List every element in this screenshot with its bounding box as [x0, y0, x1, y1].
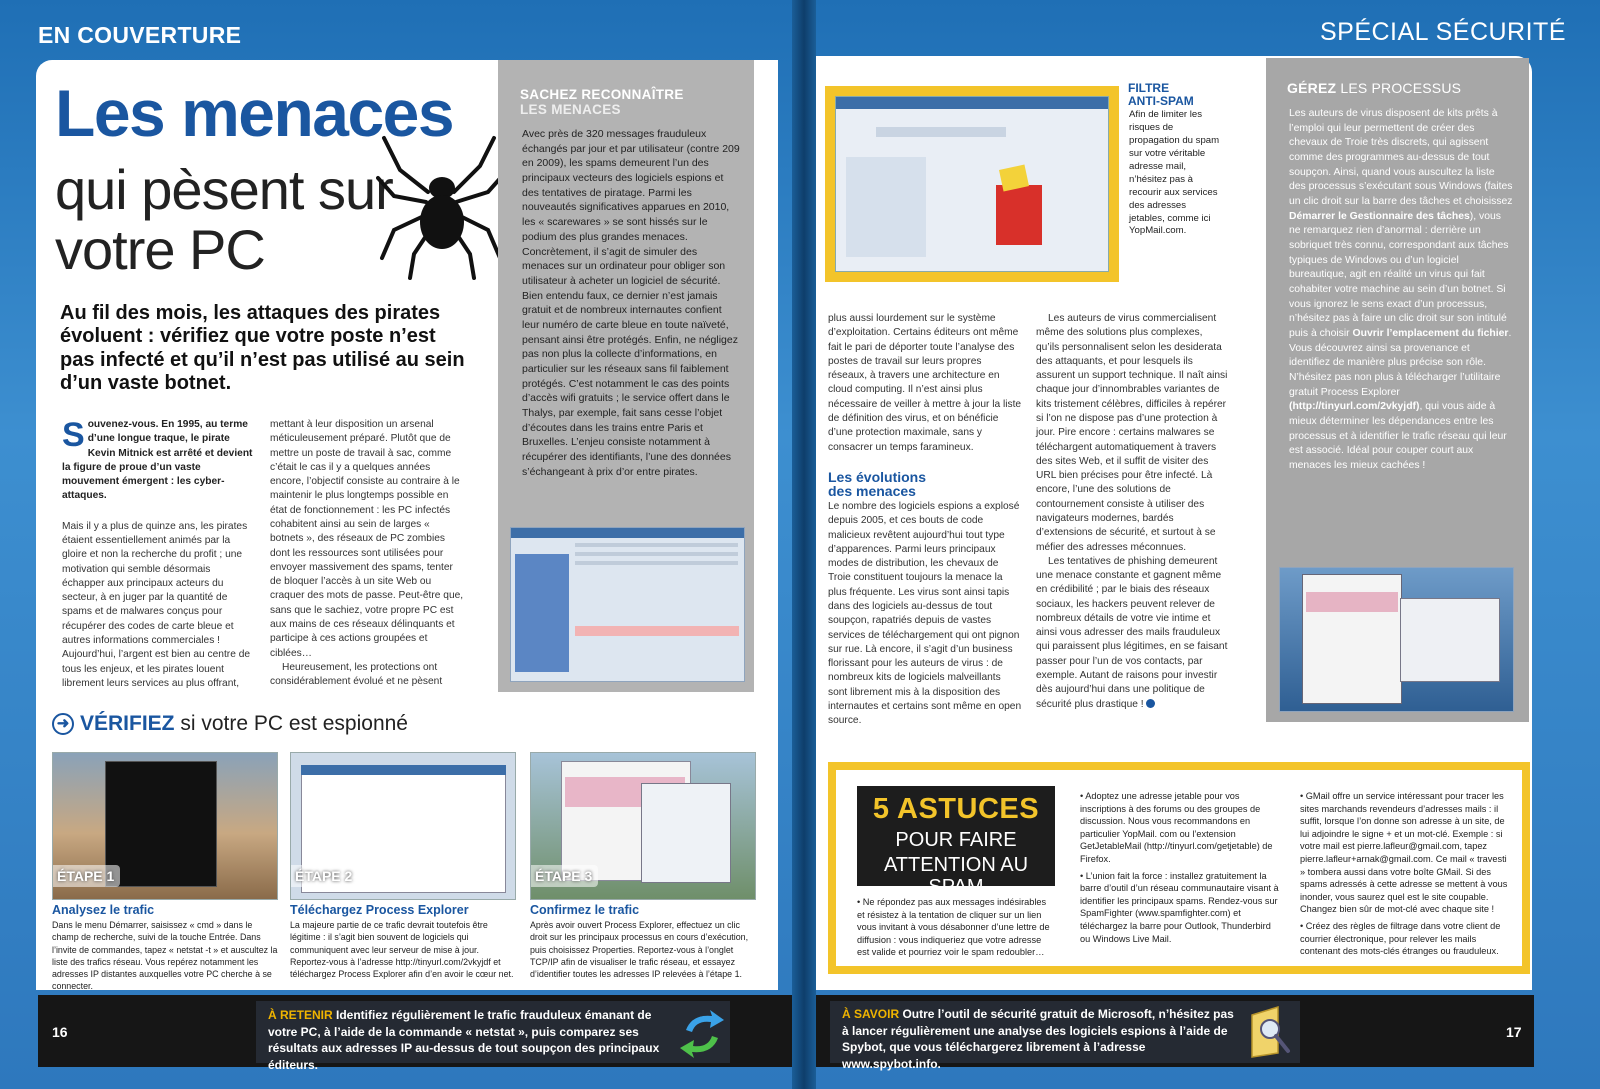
- savoir-text: Outre l’outil de sécurité gratuit de Microsoft, n’hésitez pas à lancer régulièrement une analyse des logiciels espions à l’aide de Spybot, que vous téléchargerez librement à l’adresse www.spybot.info.: [842, 1007, 1234, 1071]
- task-manager-screenshot: [1279, 567, 1514, 712]
- section-header: EN COUVERTURE: [38, 22, 242, 48]
- step-2-screenshot: [290, 752, 516, 900]
- sidebar-text: , qui vous aide à mieux déterminer les dépendances entre les processus et à identifier le trafic réseau qui leur est associé. Idéal pour couper court aux menaces les mieux cachées !: [1289, 401, 1507, 472]
- retenir-key: À RETENIR: [268, 1008, 333, 1022]
- astuce-tip: • Ne répondez pas aux messages indésirables et résistez à la tentation de cliquer sur un lien vous invitant à vous désabonner d’une lettre de diffusion : vous indiqueriez que votre adresse est valide et pourriez voir le spam redoubler…: [857, 897, 1050, 958]
- astuces-column-3: [1300, 790, 1512, 962]
- astuces-subtitle: ATTENTION AU SPAM: [883, 854, 1029, 898]
- subheading-line: Les évolutions: [828, 469, 927, 485]
- astuce-tip: • L’union fait la force : installez gratuitement la barre d’outil d’un réseau communautaire visant à identifier les principaux spams. Rendez-vous sur SpamFighter (www.spamfighter.com) et téléchargez la barre pour Outlook, Thunderbird ou Windows Live Mail.: [1080, 870, 1279, 944]
- sidebar-text-bold: (http://tinyurl.com/2vkyjdf): [1289, 401, 1420, 413]
- arrow-circle-icon: ➜: [52, 713, 74, 735]
- filtre-title: [1128, 82, 1194, 107]
- astuce-tip: • Adoptez une adresse jetable pour vos inscriptions à des forums ou des groupes de discussion. Nous vous recommandons en particulier YopMail. com ou l’extension GetJetableMail (http://tinyurl.com/getjetable) de Firefox.: [1080, 791, 1273, 864]
- article-title-sub: qui pèsent sur votre PC: [55, 158, 393, 281]
- step-2-title: Téléchargez Process Explorer: [290, 903, 469, 917]
- step-3-screenshot: [530, 752, 756, 900]
- sidebar-processes-title: [1287, 80, 1461, 96]
- retenir-text: Identifiez régulièrement le trafic frauduleux émanant de votre PC, à l’aide de la commande « netstat », puis comparez ses résultats aux adresses IP au-dessus de tout soupçon des principaux éditeurs.: [268, 1008, 660, 1072]
- article-title-main: Les menaces: [55, 76, 454, 150]
- body-paragraph: [1036, 555, 1228, 712]
- section-header-right: SPÉCIAL SÉCURITÉ: [1319, 18, 1566, 46]
- verify-heading: [52, 712, 408, 736]
- astuces-title-box: [857, 786, 1055, 898]
- yopmail-screenshot: [835, 96, 1109, 272]
- drop-cap: S: [62, 416, 85, 454]
- step-1-label: ÉTAPE 1: [52, 865, 120, 887]
- page-fold: [792, 0, 816, 1089]
- astuces-column-2: [1080, 790, 1280, 949]
- step-2-label: ÉTAPE 2: [290, 865, 358, 887]
- sidebar-text: ), vous ne remarquez rien d’anormal : derrière un sobriquet très connu, correspondant aux tâches typiques de Windows ou d’un logiciel bureautique, agit en réalité un virus qui fait cohabiter votre machine au sein d’un botnet. Si vous ignorez le sens exact d’un processus, n’hésitez pas à faire un clic droit sur son intitulé puis à choisir: [1289, 210, 1509, 340]
- body-paragraph: Mais il y a plus de quinze ans, les pirates étaient essentiellement animés par la gloire et non la recherche du profit ; une motivation qui semble désormais échapper aux principaux acteurs du secteur, à en juger par la quantité de spams et de malwares conçus pour récupérer des codes de carte bleue et autres informations commerciales ! Aujourd’hui, l’argent est bien au centre de tous les enjeux, et les pirates louent librement leurs services au plus offrant,: [62, 520, 251, 689]
- step-3-text: Après avoir ouvert Process Explorer, effectuez un clic droit sur les principaux processus en cours d’exécution, puis choisissez Properties. Reportez-vous à l’onglet TCP/IP afin de visualiser le trafic réseau, et essayez d’identifier toutes les adresses IP relevées à l’étape 1.: [530, 920, 749, 980]
- step-3-label: ÉTAPE 3: [530, 865, 598, 887]
- cycle-arrows-icon: [678, 1008, 726, 1060]
- step-1-title: Analysez le trafic: [52, 903, 155, 917]
- intro-paragraph: [62, 418, 254, 504]
- astuce-tip: • GMail offre un service intéressant pour tracer les sites marchands revendeurs d’adresses mails : il suffit, lorsque l’on donne son adresse à un site, de lui adjoindre le signe + et un mot-clé. Exemple : si votre mail est pierre.lafleur@gmail.com, tapez pierre.lafleur+arnak@gmail.com. Ce mail « travesti » tombera aussi dans votre boîte GMail. Si des spams adressés à cette adresse se mettent à vous inonder, vous saurez quel est le site coupable. Changez bien sûr de mot-clé avec chaque site !: [1300, 791, 1508, 915]
- body-paragraph: plus aussi lourdement sur le système d’exploitation. Certains éditeurs ont même fait le pari de déporter toute l’analyse des postes de travail sur leurs propres réseaux, à travers une architecture en cloud computing. Il n’est ainsi plus nécessaire de veiller à mettre à jour la liste de définition des virus, et on bénéficie d’une protection maximale, sans y consacrer un temps faramineux.: [828, 313, 1022, 453]
- astuce-tip: • Créez des règles de filtrage dans votre client de courrier électronique, pour relever les mails contenant des mots-clés étranges ou frauduleux.: [1300, 920, 1501, 957]
- page-number-right: 17: [1506, 1024, 1522, 1040]
- sidebar-title: [520, 88, 740, 118]
- astuces-subtitle: POUR FAIRE: [895, 829, 1017, 851]
- end-dot-icon: [1146, 699, 1155, 708]
- right-column-1: [828, 312, 1022, 455]
- sidebar-title-line: SACHEZ RECONNAÎTRE: [520, 87, 684, 102]
- filtre-caption: Afin de limiter les risques de propagation du spam sur votre véritable adresse mail, n’hésitez pas à recourir aux services des adresses jetables, comme ici YopMail.com.: [1129, 109, 1220, 237]
- sidebar-text-bold: Démarrer le Gestionnaire des tâches: [1289, 210, 1470, 222]
- verify-heading-rest: si votre PC est espionné: [180, 712, 408, 735]
- step-1-text: Dans le menu Démarrer, saisissez « cmd » dans le champ de recherche, suivi de la touche Entrée. Dans l’invite de commandes, tapez « netstat -t » et auscultez la liste des trafics réseau. Vous repérez notamment les adresses IP distantes auxquelles votre PC cherche à se connecter.: [52, 920, 278, 992]
- folder-magnifier-icon: [1248, 1003, 1294, 1059]
- step-1-screenshot: [52, 752, 278, 900]
- sidebar-text: Avec près de 320 messages frauduleux échangés par jour et par utilisateur (contre 209 en 2009), les spams demeurent l’un des principaux vecteurs des logiciels espions et des tentatives de piratage. Parmi les nouveautés significatives apparues en 2010, les « scarewares » se sont hissés sur le podium des plus grandes menaces. Concrètement, il s’agit de simuler des menaces sur un ordinateur pour obliger son utilisateur à acheter un logiciel de sécurité. Bien entendu faux, ce dernier n’est jamais gratuit et de nombreux internautes confient leur numéro de carte bleue en toute naïveté, pensant ainsi être protégés. Enfin, ne négligez pas non plus la collecte d’informations, en particulier sur les réseaux sans fil faiblement protégés. C’est notamment le cas des points d’accès wifi gratuits ; le service offert dans le Thalys, par exemple, fait sans cesse l’objet d’écoutes dans les trains entre Paris et Bruxelles. L’enjeu consiste notamment à récupérer des identifiants, l’une des données s’échangeant à prix d’or entre pirates.: [522, 128, 740, 478]
- savoir-box: [830, 1001, 1300, 1071]
- page-number-left: 16: [52, 1024, 68, 1040]
- sidebar-processes-text: [1289, 107, 1513, 474]
- scareware-screenshot: [510, 527, 745, 682]
- step-2-text: La majeure partie de ce trafic devrait toutefois être légitime : il s’agit bien souvent de logiciels qui communiquent avec leur serveur de mise à jour. Reportez-vous à l’adresse http://tinyurl.com/2vkyjdf et téléchargez Process Explorer afin d’en avoir le cœur net.: [290, 920, 514, 980]
- sidebar-title-line: LES MENACES: [520, 101, 621, 117]
- subheading: [828, 470, 926, 499]
- filtre-title-line: FILTRE: [1128, 81, 1170, 95]
- step-3-title: Confirmez le trafic: [530, 903, 640, 917]
- intro-text: ouvenez-vous. En 1995, au terme d’une longue traque, le pirate Kevin Mitnick est arrêté et devient la figure de proue d’un vaste mouvement émergent : les cyber-attaques.: [62, 419, 253, 502]
- savoir-key: À SAVOIR: [842, 1007, 900, 1021]
- sidebar-text: . Vous découvrez ainsi sa provenance et identifiez de manière plus précise son rôle. N’hésitez pas non plus à télécharger l’utilitaire gratuit Process Explorer: [1289, 328, 1512, 398]
- subheading-line: des menaces: [828, 483, 916, 500]
- left-column-1: [62, 418, 254, 691]
- spider-icon: [376, 130, 506, 280]
- title-rest: LES PROCESSUS: [1340, 80, 1462, 96]
- right-column-1b: [828, 500, 1022, 729]
- body-paragraph: Le nombre des logiciels espions a explosé depuis 2005, et ces bouts de code malicieux revêtent aujourd’hui tout type d’apparences. Parmi leurs principaux modes de distribution, les chevaux de Troie constituent toujours la menace la plus fréquente. Les virus sont ainsi tapis dans des logiciels au-dessus de tout soupçon, rapatriés depuis de vastes services de téléchargement qui ont pignon sur rue. Là encore, il s’agit d’un business florissant pour les auteurs de virus : de nombreux kits de logiciels malveillants sont librement mis à la disposition des internautes et certains sont même en open source.: [828, 501, 1022, 727]
- filtre-title-line: ANTI-SPAM: [1128, 93, 1194, 108]
- body-text: Les tentatives de phishing demeurent une menace constante et gagnent même en crédibilité ; par le biais des réseaux sociaux, les hackers peuvent relever de nombreux détails de votre vie intime et ainsi vous adresser des mails frauduleux qui paraissent plus légitimes, en se faisant passer pour l’un de vos contacts, par exemple. Autant de raisons pour investir dès aujourd’hui dans une politique de sécurité plus drastique !: [1036, 555, 1228, 710]
- yopmail-screenshot-frame: [825, 86, 1119, 282]
- sidebar-text: Les auteurs de virus disposent de kits prêts à l’emploi qui leur permettent de créer des chevaux de Troie très discrets, qui agissent comme des programmes au-dessus de tout soupçon. Ainsi, quand vous auscultez la liste des processus s’exécutant sous Windows (faites un clic droit sur la barre des tâches et choisissez: [1289, 108, 1513, 208]
- body-paragraph: Heureusement, les protections ont considérablement évolué et ne pèsent: [270, 661, 443, 688]
- left-column-2: [270, 418, 465, 689]
- article-lead: Au fil des mois, les attaques des pirates évoluent : vérifiez que votre poste n’est pas infecté et qu’il n’est pas utilisé au sein d’un vaste botnet.: [60, 302, 465, 395]
- body-paragraph: Les auteurs de virus commercialisent même des solutions plus complexes, qu’ils personnalisent selon les desiderata des attaquants, et pour lesquels ils assurent un support technique. Il naît ainsi chaque jour d’innombrables variantes de kits tristement célèbres, difficiles à repérer si l’on ne dispose pas d’une protection à jour. Pire encore : certains malwares se téléchargent automatiquement à travers des sites Web, et il suffit de visiter des URL bien précises pour être infecté. Là encore, l’une des solutions de contournement consiste à utiliser des navigateurs modernes, bardés d’extensions de sécurité, et surtout à se méfier des adresses méconnues.: [1036, 313, 1228, 553]
- retenir-box: [256, 1001, 730, 1072]
- astuces-title: 5 ASTUCES: [872, 793, 1040, 825]
- right-column-2: [1036, 312, 1228, 712]
- verify-heading-bold: VÉRIFIEZ: [80, 712, 175, 735]
- body-paragraph: mettant à leur disposition un arsenal méticuleusement préparé. Plutôt que de mettre un poste de travail à sac, comme c’était le cas il y a quelques années encore, l’objectif consiste au contraire à le maintenir le plus longtemps possible en état de fonctionnement : les PC infectés cohabitent ainsi au sein de larges « botnets », des réseaux de PC zombies dont les ressources sont utilisées pour envoyer massivement des spams, tenter de bloquer l’accès à un site Web ou craquer des mots de passe. Peut-être que, sans que le sachiez, votre propre PC est aux mains de ces réseaux délinquants et participe à ces actions groupées et ciblées…: [270, 419, 464, 659]
- sidebar-text-bold: Ouvrir l’emplacement du fichier: [1352, 328, 1509, 340]
- title-bold: GÉREZ: [1287, 80, 1337, 96]
